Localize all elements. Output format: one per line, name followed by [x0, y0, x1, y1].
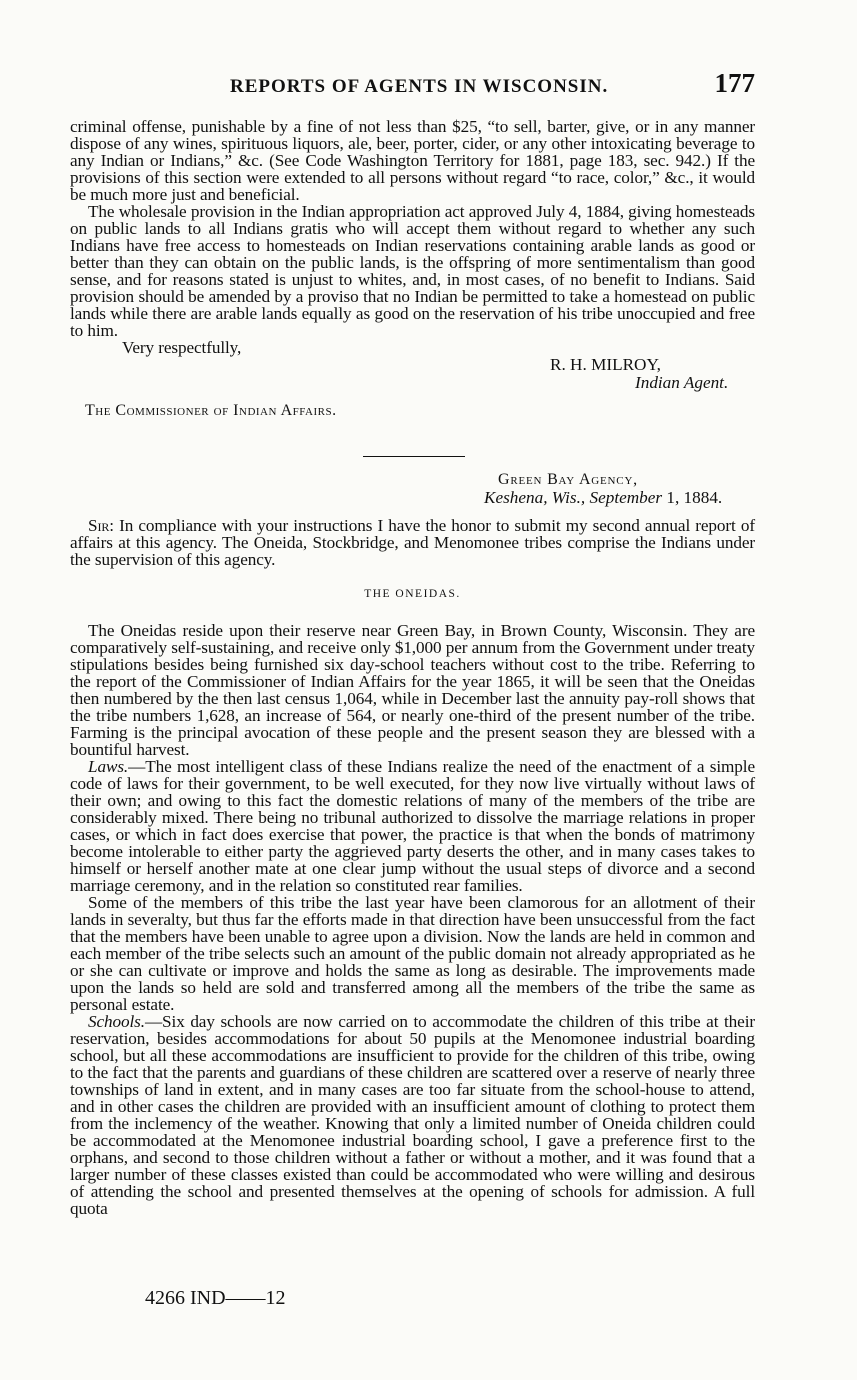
running-head: REPORTS OF AGENTS IN WISCONSIN.: [230, 76, 609, 97]
salutation-text: : In compliance with your instructions I have the honor to submit my second annual report of affairs at this agency. The Oneida, Stockbridge, and Menomonee tribes comprise the Indians under the supervision of this agency.: [70, 516, 755, 569]
page-body: [70, 118, 755, 1217]
agency-heading: Green Bay Agency,: [498, 471, 638, 488]
closing: Very respectfully,: [122, 338, 242, 357]
page-header: [70, 68, 755, 108]
laws-paragraph: [70, 758, 755, 894]
schools-text: —Six day schools are now carried on to accommodate the children of this tribe at their reservation, besides accommodations for about 50 pupils at the Menomonee industrial boarding school, but all these accommodations are insufficient to provide for the children of this tribe, owing to the fact that the parents and guardians of these children are scattered over a reserve of nearly three townships of land in extent, and in many cases are too far situate from the school-house to attend, and in other cases the children are provided with an insufficient amount of clothing to protect them from the inclemency of the weather. Knowing that only a limited number of Oneida children could be accommodated at the Menomonee industrial boarding school, I gave a preference first to the orphans, and second to those children without a father or without a mother, and it was found that a larger number of these classes existed than could be accommodated who were willing and desirous of attending the school and presented themselves at the opening of schools for admission. A full quota: [70, 1012, 755, 1218]
milroy-paragraph-2: The wholesale provision in the Indian appropriation act approved July 4, 1884, giving homesteads on public lands to all Indians gratis who will accept them without regard to whether any such Indians have free access to homesteads on Indian reservations containing arable lands as good or better than they can obtain on the public lands, is the offspring of more sentimentalism than good sense, and for reasons stated is unjust to whites, and, in most cases, of no benefit to Indians. Said provision should be amended by a proviso that no Indian be permitted to take a homestead on public lands while there are arable lands equally as good on the reservation of his tribe unoccupied and free to him.: [70, 202, 755, 340]
laws-label: Laws.: [88, 757, 129, 776]
signature-mark: 4266 IND——12: [145, 1287, 286, 1309]
oneidas-paragraph: The Oneidas reside upon their reserve near Green Bay, in Brown County, Wisconsin. They are comparatively self-sustaining, and receive only $1,000 per annum from the Government under treaty stipulations besides being furnished six day-school teachers without cost to the tribe. Referring to the report of the Commissioner of Indian Affairs for the year 1865, it will be seen that the Oneidas then numbered by the then last census 1,064, while in December last the annuity pay-roll shows that the tribe numbers 1,628, an increase of 564, or nearly one-third of the present number of the tribe. Farming is the principal avocation of these people and the present season they are blessed with a bountiful harvest.: [70, 621, 755, 759]
schools-paragraph: [70, 1013, 755, 1217]
letter-divider: [363, 456, 465, 457]
signer-title: Indian Agent.: [635, 373, 729, 392]
allotment-paragraph: Some of the members of this tribe the last year have been clamorous for an allotment of their lands in severalty, but thus far the efforts made in that direction have been unsuccessful from the fact that the members have been unable to agree upon a division. Now the lands are held in common and each member of the tribe selects such an amount of the public domain not already appropriated as he or she can cultivate or improve and holds the same as long as desirable. The improvements made upon the lands so held are sold and transferred among all the members of the tribe the same as personal estate.: [70, 893, 755, 1014]
salutation-paragraph: [70, 517, 755, 568]
agency-date: 1, 1884.: [662, 488, 723, 507]
agency-place: Keshena, Wis., September: [484, 488, 663, 507]
laws-text: —The most intelligent class of these Indians realize the need of the enactment of a simple code of laws for their government, to be well executed, for they now live virtually without laws of their own; and owing to this fact the domestic relations of many of the members of the tribe are considerably mixed. There being no tribunal authorized to dissolve the marriage relations in proper cases, or which in fact does exercise that power, the practice is that when the bonds of matrimony become intolerable to either party the aggrieved party deserts the other, and in many cases takes to himself or herself another mate at one clear jump without the usual steps of divorce and a second marriage ceremony, and in the relation so constituted rear families.: [70, 757, 755, 895]
agency-dateline: [484, 489, 755, 507]
addressee: The Commissioner of Indian Affairs.: [85, 402, 337, 419]
salutation-label: Sir: [88, 516, 110, 535]
page-number: 177: [714, 68, 755, 98]
signature: R. H. MILROY,: [550, 355, 661, 374]
section-heading: THE ONEIDAS.: [364, 588, 461, 600]
milroy-paragraph-1: criminal offense, punishable by a fine of not less than $25, “to sell, barter, give, or in any manner dispose of any wines, spirituous liquors, ale, beer, porter, cider, or any other intoxicating beverage to any Indian or Indians,” &c. (See Code Washington Territory for 1881, page 183, sec. 942.) If the provisions of this section were extended to all persons without regard “to race, color,” &c., it would be much more just and beneficial.: [70, 117, 755, 204]
schools-label: Schools.: [88, 1012, 145, 1031]
